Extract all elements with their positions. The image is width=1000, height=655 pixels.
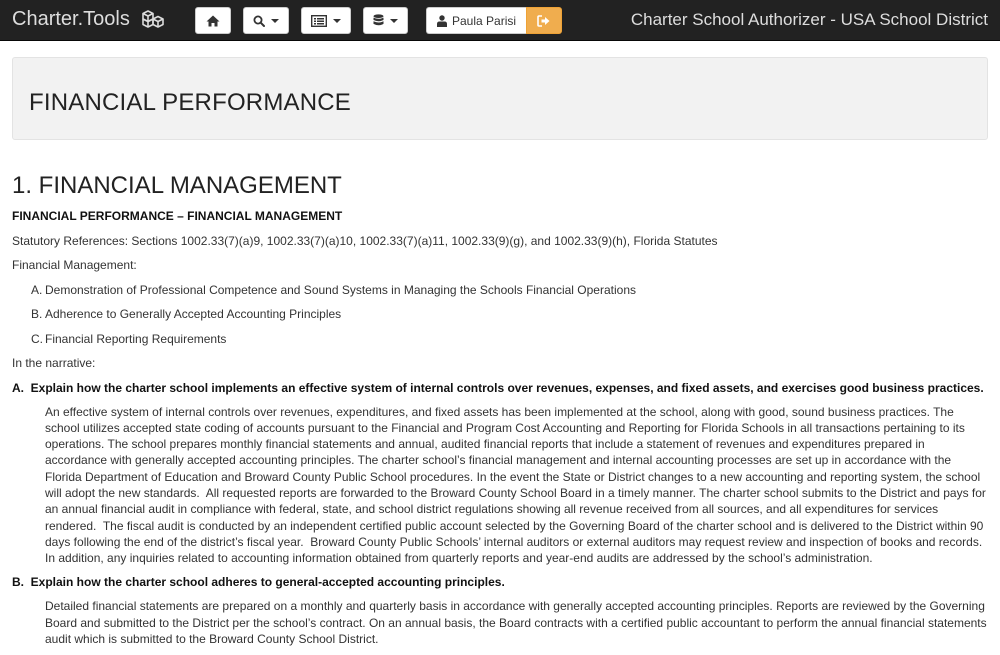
section-subheading: FINANCIAL PERFORMANCE – FINANCIAL MANAGEMENT bbox=[12, 209, 343, 223]
list-dropdown-button[interactable] bbox=[301, 7, 351, 34]
user-name: Paula Parisi bbox=[452, 13, 517, 28]
user-icon bbox=[437, 15, 447, 27]
chevron-down-icon bbox=[390, 19, 398, 23]
list-item-letter: A. bbox=[31, 282, 43, 297]
question-b: B. Explain how the charter school adheres to general-accepted accounting principles. bbox=[12, 575, 505, 590]
narrative-intro: In the narrative: bbox=[12, 356, 96, 370]
list-item bbox=[31, 282, 988, 298]
home-icon bbox=[206, 15, 220, 27]
question-a: A. Explain how the charter school implements an effective system of internal controls over revenues, expenses, and fixed assets, and exercises good business practices. bbox=[12, 380, 984, 395]
database-dropdown-button[interactable] bbox=[363, 7, 408, 34]
section-heading: 1. FINANCIAL MANAGEMENT bbox=[12, 172, 342, 199]
main-content bbox=[12, 170, 988, 655]
list-item-text: Financial Reporting Requirements bbox=[45, 331, 227, 346]
user-profile-button[interactable] bbox=[426, 7, 526, 34]
answer-b: Detailed financial statements are prepared on a monthly and quarterly basis in accordance with generally accepted accounting principles. Reports are reviewed by the Governing Board and submitted to the District per the school’s contract. On an annual basis, the Board contracts with a certified public accountant to perform the annual financial statements audit which is submitted to the Broward County School District. bbox=[45, 599, 987, 647]
list-icon bbox=[311, 15, 327, 27]
user-button-group bbox=[426, 7, 562, 34]
search-dropdown-button[interactable] bbox=[243, 7, 289, 34]
answer-a: An effective system of internal controls over revenues, expenditures, and fixed assets has been implemented at the school, along with good, sound business practices. The school utilizes accepted state coding of accounts pursuant to the Financial and Program Cost Accounting and Reporting for Florida Schools in all transactions pertaining to its operations. The school prepares monthly financial statements and annual, audited financial reports that include a statement of revenues and expenditures prepared in accordance with generally accepted accounting principles. The charter school’s financial management and internal accounting processes are set up in accordance with the Florida Department of Education and Broward County Public School procedures. In the event the State or District changes to a new accounting and reporting system, the school will adopt the new standards. All requested reports are forwarded to the Broward County School Board in a timely manner. The charter school submits to the District and pays for an annual financial audit in compliance with federal, state, and school district regulations showing all revenue received from all sources, and all expenditures for services rendered. The fiscal audit is conducted by an independent certified public account selected by the Governing Board of the charter school and is delivered to the District within 90 days following the end of the district’s fiscal year. Broward County Public Schools’ internal auditors or external auditors may request review and inspection of books and records. In addition, any inquiries related to accounting information obtained from quarterly reports and year-end audits are addressed by the school’s administration. bbox=[45, 404, 986, 566]
list-item-text: Adherence to Generally Accepted Accounting Principles bbox=[45, 307, 342, 321]
statutory-references: Statutory References: Sections 1002.33(7)(a)9, 1002.33(7)(a)10, 1002.33(7)(a)11, 1002.33(9)(g), and 1002.33(9)(h), Florida Statutes bbox=[12, 233, 718, 248]
search-icon bbox=[253, 15, 265, 27]
cubes-icon bbox=[140, 9, 166, 31]
list-item bbox=[31, 306, 988, 322]
list-item-letter: B. bbox=[31, 307, 43, 321]
page-title: FINANCIAL PERFORMANCE bbox=[29, 89, 352, 116]
sign-out-icon bbox=[537, 15, 551, 27]
district-title: Charter School Authorizer - USA School District bbox=[630, 10, 988, 29]
list-item bbox=[31, 331, 988, 347]
list-item-letter: C. bbox=[31, 331, 43, 346]
chevron-down-icon bbox=[333, 19, 341, 23]
chevron-down-icon bbox=[271, 19, 279, 23]
list-item-text: Demonstration of Professional Competence and Sound Systems in Managing the Schools Financial Operations bbox=[45, 282, 636, 297]
logout-button[interactable] bbox=[526, 7, 562, 34]
page-header bbox=[12, 57, 988, 140]
brand-link[interactable] bbox=[12, 8, 166, 31]
home-button[interactable] bbox=[195, 7, 231, 34]
list-intro: Financial Management: bbox=[12, 258, 137, 272]
financial-management-list bbox=[12, 282, 988, 347]
brand-name: Charter.Tools bbox=[12, 8, 130, 30]
top-navbar bbox=[0, 0, 1000, 41]
database-icon bbox=[373, 14, 384, 27]
